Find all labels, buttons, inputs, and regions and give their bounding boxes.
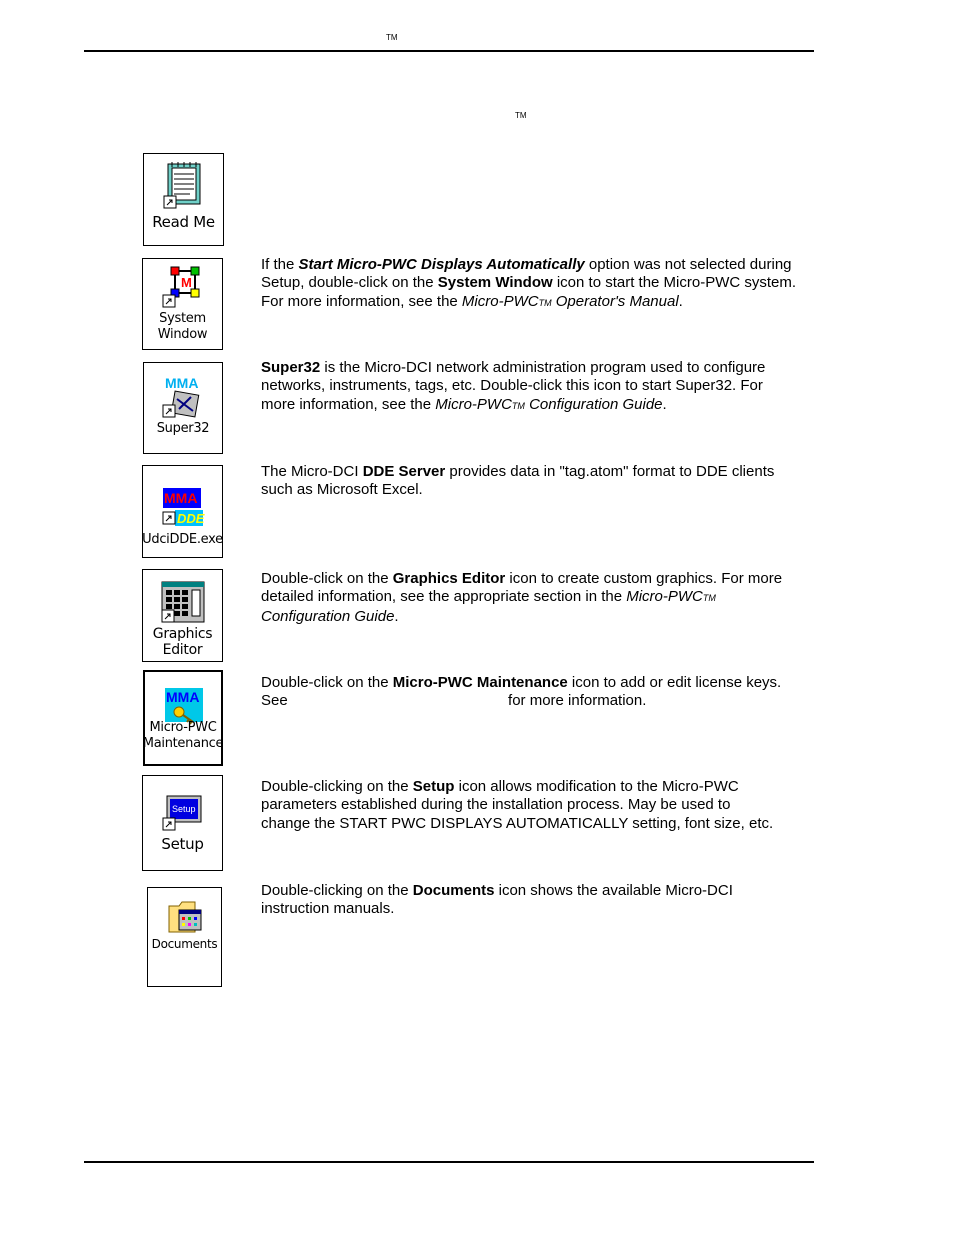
- trademark: TM: [538, 297, 552, 308]
- maintenance-label: Micro-PWC Maintenance: [142, 720, 224, 751]
- guide-title: Micro-PWC: [626, 588, 703, 606]
- header-rule: [84, 50, 814, 52]
- program-name: Super32: [261, 359, 321, 376]
- udcidde-shortcut[interactable]: [142, 465, 223, 558]
- system-window-label: System Window: [157, 311, 208, 342]
- text: is the Micro-DCI network administration program used to configure networks, instruments, tags, etc. Double-click this icon to start Super32. For more information, see the: [261, 359, 766, 413]
- documents-shortcut[interactable]: [147, 887, 222, 987]
- trademark: TM: [511, 400, 525, 411]
- notepad-icon: [160, 160, 208, 214]
- setup-description: [261, 778, 781, 833]
- guide-title: Configuration Guide: [261, 607, 395, 625]
- text: .: [678, 292, 683, 310]
- text: Double-clicking on the: [261, 882, 413, 899]
- setup-label: Setup: [161, 835, 204, 853]
- dde-badge-2: DDE: [176, 511, 204, 526]
- guide-title: Micro-PWC: [435, 395, 512, 413]
- text: Double-click on the: [261, 570, 393, 587]
- dde-description: [261, 463, 801, 500]
- udcidde-label: UdciDDE.exe: [142, 532, 223, 547]
- footer-rule: [84, 1161, 814, 1163]
- icon-name: Micro-PWC Maintenance: [392, 674, 568, 691]
- icon-name: Graphics Editor: [392, 570, 506, 587]
- text: icon to start the Micro-PWC system. For more information, see the: [261, 274, 797, 310]
- dde-server-icon: [159, 488, 207, 530]
- text: Double-click on the: [261, 674, 393, 691]
- graphics-description: [261, 570, 801, 626]
- text: icon to add or edit license keys. See: [261, 674, 782, 710]
- documents-description: [261, 882, 801, 919]
- text: icon shows the available Micro-DCI instruction manuals.: [261, 882, 733, 918]
- maintenance-badge: MMA: [166, 689, 200, 705]
- text: .: [394, 607, 399, 625]
- graphics-editor-shortcut[interactable]: [142, 569, 223, 662]
- svg-text:M: M: [180, 275, 192, 290]
- icon-name: System Window: [437, 274, 553, 292]
- super32-badge: MMA: [165, 375, 199, 391]
- text: Double-clicking on the: [261, 778, 413, 795]
- system-window-shortcut[interactable]: [142, 258, 223, 350]
- option-name: Start Micro-PWC Displays Automatically: [298, 256, 585, 273]
- super32-description: [261, 359, 801, 415]
- dde-badge: MMA: [163, 490, 197, 506]
- trademark: TM: [702, 593, 716, 604]
- documents-label: Documents: [151, 937, 218, 951]
- text: icon allows modification to the Micro-PWC parameters established during the installation process. May be used to change the START PWC DISPLAYS AUTOMATICALLY setting, font size, etc.: [261, 778, 774, 832]
- text: If the: [261, 256, 299, 273]
- super32-shortcut[interactable]: [143, 362, 223, 454]
- manual-title: Operator's Manual: [551, 292, 679, 310]
- readme-shortcut[interactable]: [143, 153, 224, 246]
- text: for more information.: [503, 692, 647, 710]
- text: icon to create custom graphics. For more detailed information, see the appropriate section in the: [261, 570, 783, 606]
- maintenance-shortcut[interactable]: [143, 670, 223, 766]
- maintenance-description: [261, 674, 801, 711]
- setup-icon: [159, 794, 207, 836]
- icon-name: Documents: [412, 882, 495, 899]
- text: .: [662, 395, 667, 413]
- system-window-description: [261, 256, 801, 312]
- graphics-editor-icon: [158, 580, 208, 626]
- graphics-editor-label: Graphics Editor: [152, 626, 213, 658]
- folder-icon: [165, 896, 205, 936]
- super32-icon: [159, 375, 207, 427]
- guide-title: Configuration Guide: [524, 395, 663, 413]
- manual-title: Micro-PWC: [461, 292, 539, 310]
- super32-label: Super32: [156, 421, 210, 436]
- setup-badge: Setup: [171, 804, 196, 814]
- trademark-mark-2: TM: [515, 111, 527, 120]
- trademark-mark: TM: [386, 33, 398, 42]
- text: option was not selected during Setup, double-click on the: [261, 256, 792, 292]
- server-name: DDE Server: [362, 463, 446, 480]
- readme-label: Read Me: [152, 213, 215, 231]
- setup-shortcut[interactable]: [142, 775, 223, 871]
- system-window-icon: [159, 263, 207, 311]
- icon-name: Setup: [412, 778, 455, 795]
- text: The Micro-DCI: [261, 463, 363, 480]
- text: provides data in "tag.atom" format to DDE clients such as Microsoft Excel.: [261, 463, 775, 499]
